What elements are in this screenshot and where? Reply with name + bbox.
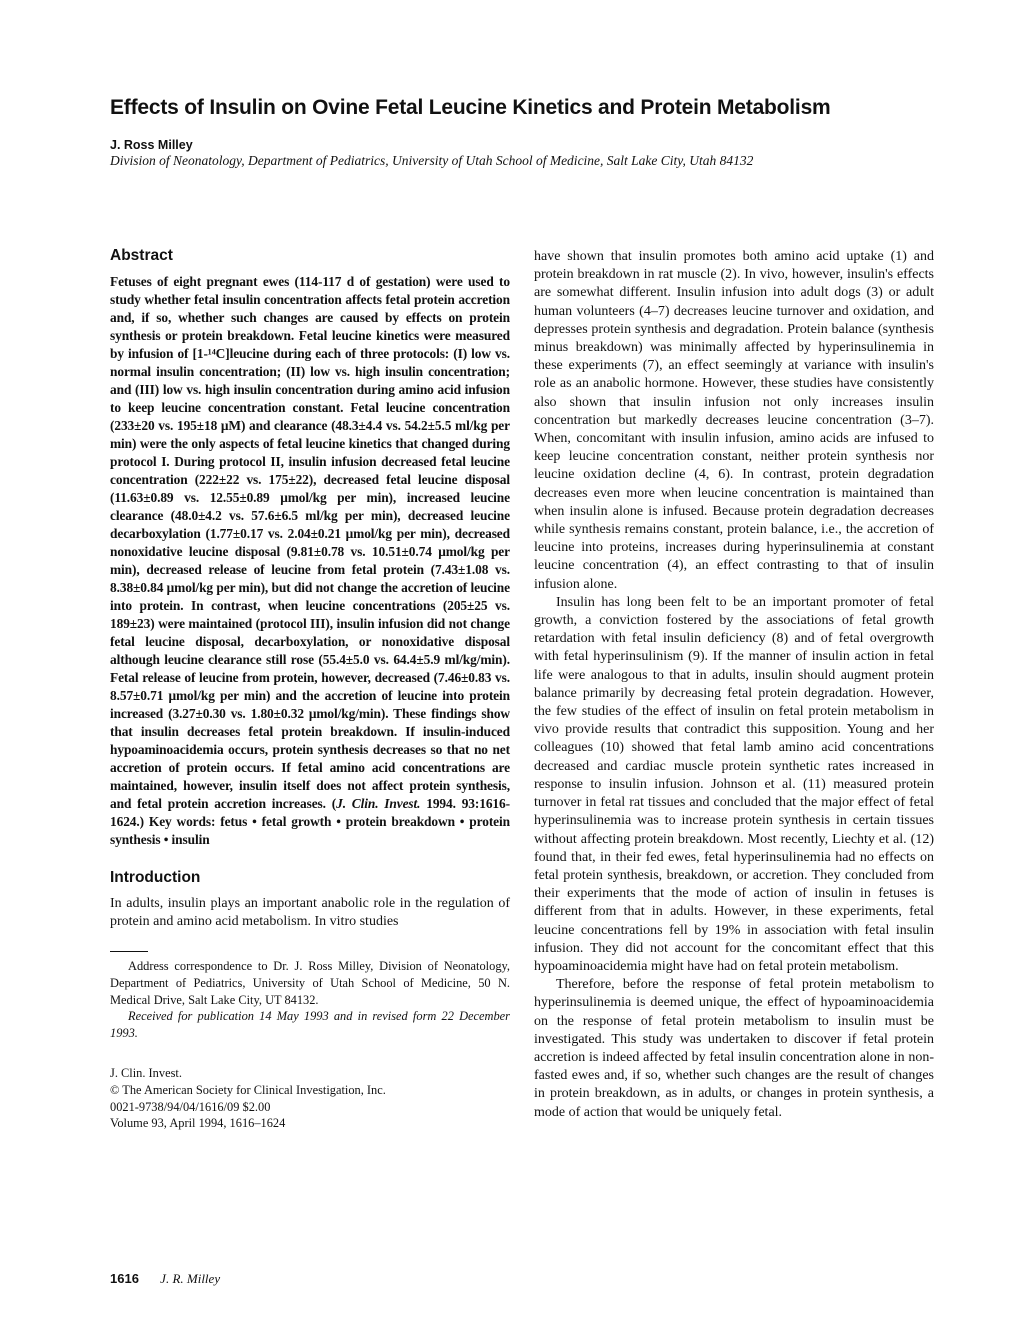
intro-paragraph-aim: Therefore, before the response of fetal protein metabolism to hyperinsulinemia is deemed unique, the effect of hypoaminoacidemia on the response of fetal protein metabolism to insulin must be investigated. This study was undertaken to discover if fetal protein accretion is indeed affected by fetal insulin concentration alone in non-fasted ewes and, if so, whether such changes are the result of changes in protein breakdown, as in adults, or changes in protein synthesis, a mode of action that would be uniquely fetal. [534, 977, 934, 1120]
copyright-line: © The American Society for Clinical Investigation, Inc. [110, 1082, 386, 1097]
footnote-divider [110, 951, 148, 952]
abstract-body: Fetuses of eight pregnant ewes (114-117 d of gestation) were used to study whether fetal insulin concentration affects fetal protein accretion and, if so, whether such changes are caused by effects on protein synthesis or protein breakdown. Fetal leucine kinetics were measured by infusion of [1-¹⁴C]leucine during each of three protocols: (I) low vs. normal insulin concentration; (II) low vs. high insulin concentration; and (III) low vs. high insulin concentration during amino acid infusion to keep leucine concentration constant. Fetal leucine concentration (233±20 vs. 195±18 μM) and clearance (48.3±4.4 vs. 54.2±5.5 ml/kg per min) were the only aspects of fetal leucine kinetics that changed during protocol I. During protocol II, insulin infusion decreased fetal leucine concentration (222±22 vs. 175±22), decreased fetal leucine disposal (11.63±0.89 vs. 12.55±0.89 μmol/kg per min), increased leucine clearance (48.0±4.2 vs. 57.6±6.5 ml/kg per min), decreased leucine decarboxylation (1.77±0.17 vs. 2.04±0.21 μmol/kg per min), decreased nonoxidative leucine disposal (9.81±0.78 vs. 10.51±0.74 μmol/kg per min), decreased release of leucine from fetal protein (7.43±1.08 vs. 8.38±0.84 μmol/kg per min), but did not change the accretion of leucine into protein. In contrast, when leucine concentrations (205±25 vs. 189±23) were maintained (protocol III), insulin infusion did not change fetal leucine disposal, decarboxylation, or nonoxidative disposal although leucine clearance still rose (55.4±5.0 vs. 64.4±5.9 ml/kg/min). Fetal release of leucine from protein, however, decreased (7.46±0.83 vs. 8.57±0.71 μmol/kg per min) and the accretion of leucine into protein increased (3.27±0.30 vs. 1.80±0.32 μmol/kg/min). These findings show that insulin decreases fetal protein breakdown. If insulin-induced hypoaminoacidemia occurs, protein synthesis decreases so that no net accretion of protein occurs. If fetal amino acid concentrations are maintained, however, insulin itself does not affect protein synthesis, and fetal protein accretion increases. ( [110, 274, 510, 811]
journal-name: J. Clin. Invest. [110, 1066, 182, 1081]
intro-paragraph-continued: have shown that insulin promotes both amino acid uptake (1) and protein breakdown in rat muscle (2). In vivo, however, insulin's effects are somewhat different. Insulin infusion into adult dogs (3) or adult human volunteers (4–7) decreases leucine turnover and oxidation, and depresses protein synthesis and degradation. Protein balance (synthesis minus breakdown) was minimally affected by hyperinsulinemia in these experiments (7), an effect seemingly at variance with insulin's role as an anabolic hormone. However, these studies have consistently also shown that insulin infusion not only increases insulin concentration but markedly decreases leucine concentration (3–7). When, concomitant with insulin infusion, amino acids are infused to keep leucine concentration constant, neither protein synthesis nor leucine oxidation decline (4, 6). In contrast, protein degradation decreases even more when leucine concentration is maintained than when insulin alone is infused. Because protein degradation decreases while synthesis remains constant, protein balance, i.e., the accretion of leucine into proteins, increases during hyperinsulinemia at constant leucine concentration (4), an effect contrasting to that of insulin infusion alone. [534, 249, 934, 592]
abstract-heading: Abstract [110, 247, 173, 264]
article-title: Effects of Insulin on Ovine Fetal Leucine Kinetics and Protein Metabolism [110, 96, 831, 119]
author-name: J. Ross Milley [110, 138, 193, 152]
introduction-heading: Introduction [110, 869, 201, 886]
abstract-keywords: 1994. 93:1616-1624.) Key words: fetus • fetal growth • protein breakdown • protein synthesis • insulin [110, 796, 510, 847]
correspondence-address: Address correspondence to Dr. J. Ross Milley, Division of Neonatology, Department of Pediatrics, University of Utah School of Medicine, 50 N. Medical Drive, Salt Lake City, UT 84132. [110, 959, 510, 1007]
abstract-citation: J. Clin. Invest. [336, 796, 421, 811]
introduction-paragraph: In adults, insulin plays an important anabolic role in the regulation of protein and amino acid metabolism. In vitro studies [110, 896, 510, 930]
right-column [534, 248, 934, 1122]
received-dates: Received for publication 14 May 1993 and in revised form 22 December 1993. [110, 1009, 510, 1040]
page-footer [110, 1271, 220, 1287]
left-column [110, 247, 510, 1132]
volume-line: Volume 93, April 1994, 1616–1624 [110, 1116, 286, 1131]
author-affiliation: Division of Neonatology, Department of Pediatrics, University of Utah School of Medicine, Salt Lake City, Utah 84132 [110, 153, 754, 168]
publication-info [110, 1065, 510, 1131]
intro-paragraph-fetal-growth: Insulin has long been felt to be an important promoter of fetal growth, a conviction fostered by the associations of fetal growth retardation with fetal insulin deficiency (8) and of fetal overgrowth with fetal hyperinsulinism (9). If the manner of insulin action in fetal life were analogous to that in adults, insulin should augment protein balance primarily by decreasing fetal protein degradation. However, the few studies of the effect of insulin on fetal protein metabolism in vivo provide results that contradict this supposition. Young and her colleagues (10) showed that fetal lamb amino acid concentrations decreased and cardiac muscle protein synthetic rates increased in response to insulin infusion. Johnson et al. (11) measured protein turnover in fetal rat tissues and concluded that the major effect of fetal hyperinsulinemia was to increase protein synthesis in certain tissues without affecting protein breakdown. Most recently, Liechty et al. (12) found that, in their fed ewes, fetal hyperinsulinemia had no effects on fetal protein synthesis, breakdown, or accretion. They concluded from their experiments that the mode of action of insulin in fetuses is different from that in adults. However, in these experiments, fetal leucine concentrations fell by 19% in association with fetal insulin infusion. They did not account for the concomitant effect that this hypoaminoacidemia might have had on fetal protein metabolism. [534, 594, 934, 974]
running-author: J. R. Milley [160, 1271, 221, 1286]
page-number: 1616 [110, 1271, 139, 1286]
abstract-text [110, 273, 510, 849]
issn-line: 0021-9738/94/04/1616/09 $2.00 [110, 1099, 271, 1114]
